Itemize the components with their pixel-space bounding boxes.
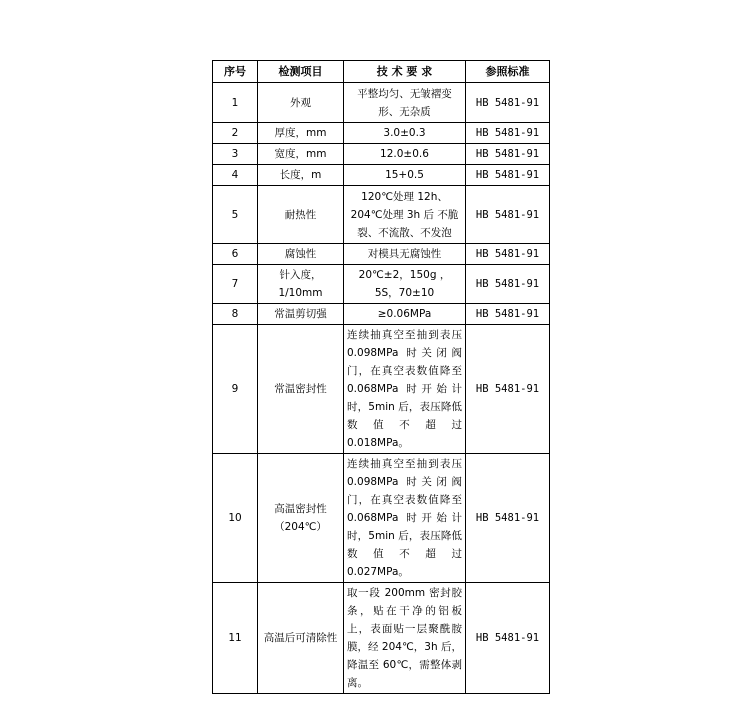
row-no: 7 — [213, 265, 258, 304]
row-no: 11 — [213, 583, 258, 694]
table-row — [213, 583, 550, 694]
row-item: 厚度，mm — [258, 123, 344, 144]
row-no: 10 — [213, 454, 258, 583]
row-item: 针入度，1/10mm — [258, 265, 344, 304]
row-requirement: 120℃处理 12h、204℃处理 3h 后 不脆裂、不流散、不发泡 — [344, 186, 466, 244]
row-no: 3 — [213, 144, 258, 165]
row-no: 2 — [213, 123, 258, 144]
row-no: 5 — [213, 186, 258, 244]
row-item: 常温密封性 — [258, 325, 344, 454]
row-requirement: 取一段 200mm 密封胶条，贴在干净的铝板上，表面贴一层聚酰胺膜，经 204℃，3h 后，降温至 60℃，需整体剥离。 — [344, 583, 466, 694]
table-row — [213, 265, 550, 304]
header-no: 序号 — [213, 61, 258, 83]
row-item: 常温剪切强 — [258, 304, 344, 325]
row-standard: HB 5481-91 — [466, 304, 550, 325]
row-requirement: 3.0±0.3 — [344, 123, 466, 144]
row-requirement: 连续抽真空至抽到表压 0.098MPa 时关闭阀门，在真空表数值降至 0.068MPa 时开始计时，5min 后，表压降低数值不超过 0.018MPa。 — [344, 325, 466, 454]
spec-table — [212, 60, 550, 694]
row-no: 4 — [213, 165, 258, 186]
row-no: 9 — [213, 325, 258, 454]
table-row — [213, 304, 550, 325]
table-row — [213, 83, 550, 123]
row-requirement: 12.0±0.6 — [344, 144, 466, 165]
row-standard: HB 5481-91 — [466, 123, 550, 144]
row-standard: HB 5481-91 — [466, 165, 550, 186]
row-requirement: ≥0.06MPa — [344, 304, 466, 325]
row-item: 高温后可清除性 — [258, 583, 344, 694]
row-requirement: 连续抽真空至抽到表压 0.098MPa 时关闭阀门，在真空表数值降至 0.068MPa 时开始计时，5min 后，表压降低数值不超过 0.027MPa。 — [344, 454, 466, 583]
table-row — [213, 244, 550, 265]
row-standard: HB 5481-91 — [466, 265, 550, 304]
row-requirement: 15+0.5 — [344, 165, 466, 186]
row-standard: HB 5481-91 — [466, 83, 550, 123]
table-row — [213, 186, 550, 244]
row-item: 宽度，mm — [258, 144, 344, 165]
row-standard: HB 5481-91 — [466, 244, 550, 265]
header-item: 检测项目 — [258, 61, 344, 83]
row-requirement: 平整均匀、无皱褶变形、无杂质 — [344, 83, 466, 123]
row-standard: HB 5481-91 — [466, 325, 550, 454]
table-row — [213, 123, 550, 144]
header-requirement: 技 术 要 求 — [344, 61, 466, 83]
table-row — [213, 325, 550, 454]
row-no: 6 — [213, 244, 258, 265]
header-row — [213, 61, 550, 83]
row-item: 耐热性 — [258, 186, 344, 244]
row-no: 8 — [213, 304, 258, 325]
row-standard: HB 5481-91 — [466, 144, 550, 165]
table-row — [213, 454, 550, 583]
row-item: 高温密封性（204℃） — [258, 454, 344, 583]
row-standard: HB 5481-91 — [466, 583, 550, 694]
row-no: 1 — [213, 83, 258, 123]
row-item: 长度，m — [258, 165, 344, 186]
table-row — [213, 144, 550, 165]
row-standard: HB 5481-91 — [466, 186, 550, 244]
row-standard: HB 5481-91 — [466, 454, 550, 583]
row-item: 腐蚀性 — [258, 244, 344, 265]
row-item: 外观 — [258, 83, 344, 123]
row-requirement: 对模具无腐蚀性 — [344, 244, 466, 265]
header-standard: 参照标准 — [466, 61, 550, 83]
table-row — [213, 165, 550, 186]
row-requirement: 20℃±2，150g ，5S，70±10 — [344, 265, 466, 304]
